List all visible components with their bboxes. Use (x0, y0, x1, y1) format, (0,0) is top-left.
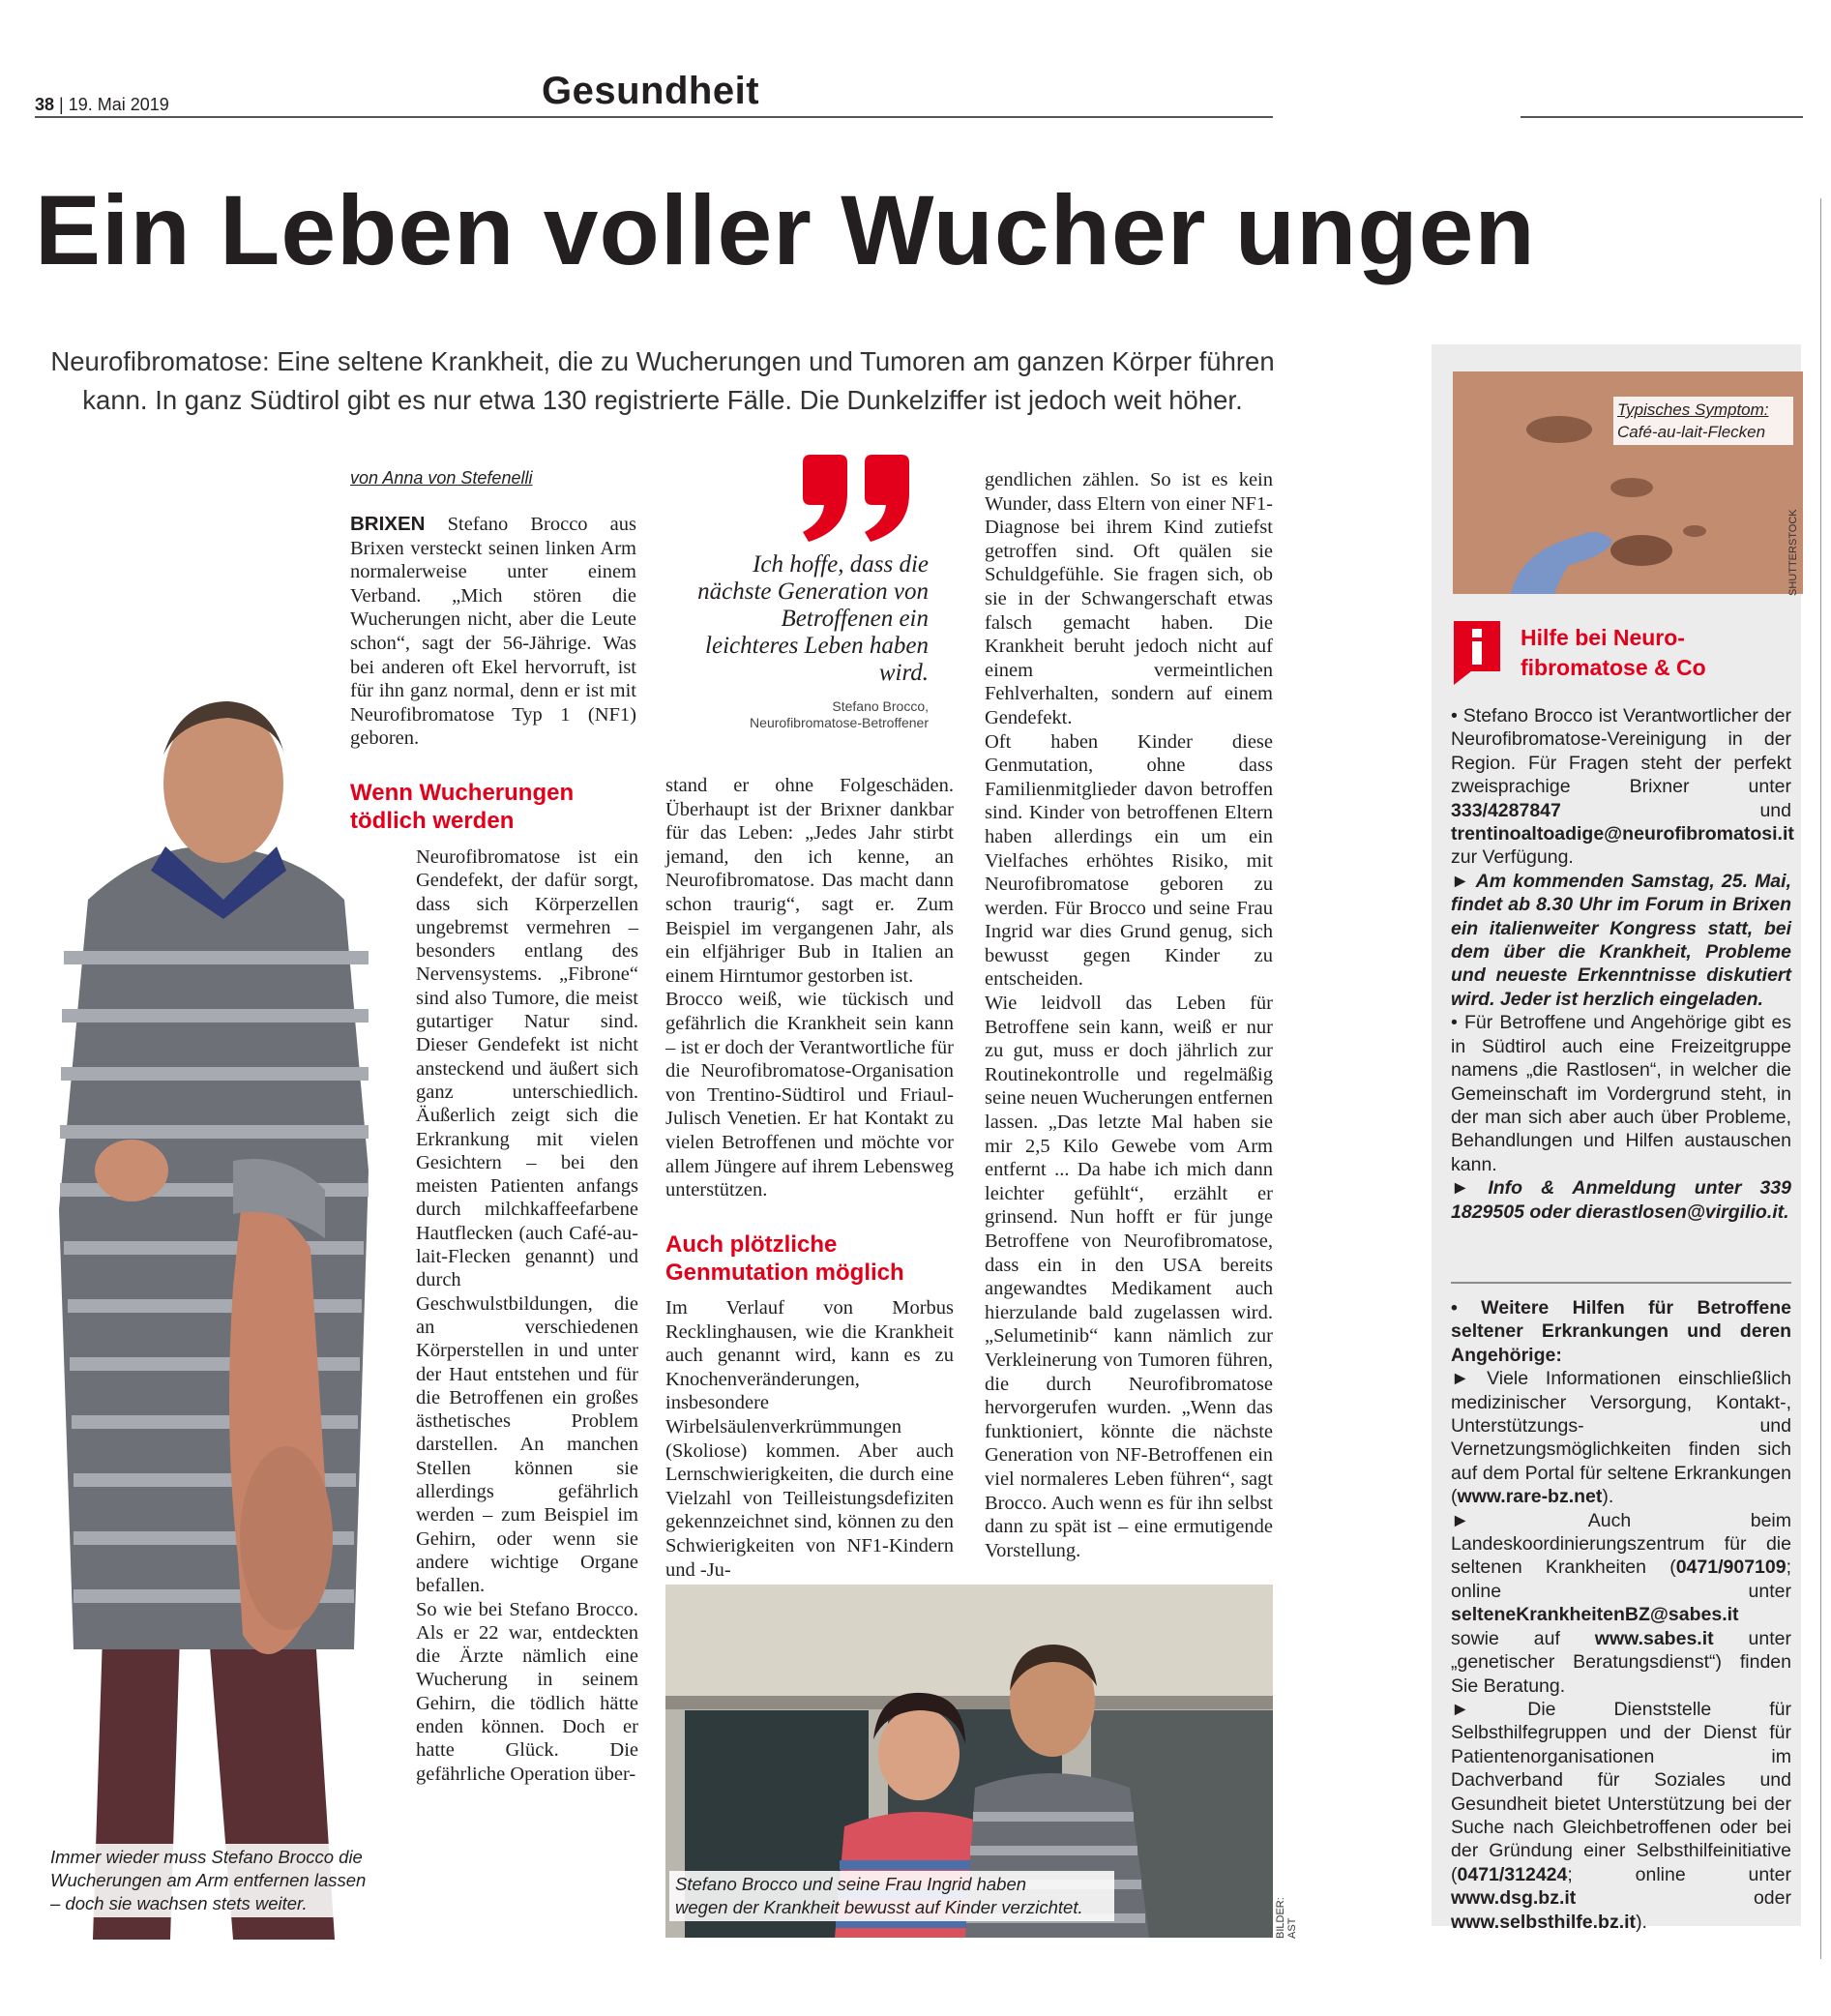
issue-date: 19. Mai 2019 (68, 95, 169, 114)
column-2-top (665, 774, 954, 1202)
pull-quote: Ich hoffe, dass die nächste Generation von Betroffenen ein leichteres Leben haben wird. (697, 551, 929, 686)
quote-mark-icon (795, 455, 921, 548)
next-page-edge (1820, 198, 1831, 1959)
byline: von Anna von Stefenelli (350, 468, 533, 488)
infobox-divider (1451, 1282, 1791, 1284)
infobox-text-top (1451, 704, 1794, 1224)
infobox-paragraph-3: • Für Betroffene und Angehörige gibt es in Südtirol auch eine Freizeitgruppe namens „die Rastlosen“, in welcher die Gemeinschaft im Vordergrund steht, in der man sich aber auch über Probleme, Behandlungen und Hilfen austauschen kann. (1451, 1012, 1791, 1175)
page-number: 38 (35, 95, 55, 114)
couple-photo-caption: Stefano Brocco und seine Frau Ingrid haben wegen der Krankheit bewusst auf Kinder verzichtet. (669, 1871, 1114, 1921)
col2-paragraph-1: stand er ohne Folgeschäden. Überhaupt ist der Brixner dankbar für das Leben: „Jedes Jahr stirbt jemand, den ich kenne, an Neurofibromatose. Das macht dann schon traurig“, sagt er. Zum Beispiel im vergangenen Jahr, als ein elfjähriger Bub in Italien an einem Hirntumor gestorben ist. (665, 775, 954, 987)
infobox-title: Hilfe bei Neuro- fibromatose & Co (1521, 625, 1706, 680)
col2-paragraph-2: Brocco weiß, wie tückisch und gefährlich die Krankheit sein kann – ist er doch der Verantwortliche für die Neurofibromatose-Organisation von Trentino-Südtirol und Friaul-Julisch Venetien. Er hat Kontakt zu vielen Betroffenen und möchte vor allem Jüngere auf ihrem Lebensweg unterstützen. (665, 989, 954, 1201)
column-1-intro: BRIXEN Stefano Brocco aus Brixen versteckt seinen linken Arm normalerweise unter einem Verband. „Mich stören die Wucherungen nicht, aber die Leute schon“, sagt der 56-Jährige. Was bei anderen oft Ekel hervorruft, ist für ihn ganz normal, denn er ist mit Neurofibromatose Typ 1 (NF1) geboren. (350, 513, 636, 750)
lead-paragraph: Neurofibromatose: Eine seltene Krankheit, die zu Wucherungen und Tumoren am ganzen Körper führen kann. In ganz Südtirol gibt es nur etwa 130 registrierte Fälle. Die Dunkelziffer ist jedoch weit höher. (50, 346, 1275, 415)
main-photo-caption: Immer wieder muss Stefano Brocco die Wucherungen am Arm entfernen lassen – doch sie wachsen stets weiter. (44, 1844, 383, 1917)
column-1-body (416, 845, 638, 1786)
infobox-email-1: trentinoaltoadige@neurofibromatosi.it (1451, 823, 1794, 845)
infobox-text-bottom (1451, 1296, 1791, 1934)
infobox-paragraph-8: ► Die Dienststelle für Selbsthilfegruppen und der Dienst für Patientenorganisationen im Dachverband für Soziales und Gesundheit bietet Unterstützung bei der Suche nach Gleichbetroffenen oder bei der Gründung einer Selbsthilfeinitiative (0471/312424; online unter www.dsg.bz.it oder www.selbsthilfe.bz.it). (1451, 1698, 1791, 1933)
infobox-phone-3: 0471/312424 (1457, 1863, 1568, 1885)
quote-author: Stefano Brocco, Neurofibromatose-Betroffener (750, 698, 929, 730)
infobox-paragraph-4: ► Info & Anmeldung unter 339 1829505 oder dierastlosen@virgilio.it. (1451, 1177, 1791, 1223)
subhead-2: Auch plötzliche Genmutation möglich (665, 1231, 904, 1286)
subhead-1: Wenn Wucherungen tödlich werden (350, 780, 575, 834)
infobox-email-2: selteneKrankheitenBZ@sabes.it (1451, 1604, 1739, 1626)
col3-paragraph-2: Oft haben Kinder diese Genmutation, ohne dass Familienmitglieder davon betroffen sind. Kinder von betroffenen Eltern haben allerdings ein um ein Vielfaches erhöhtes Risiko, mit Neurofibromatose geboren zu werden. Für Brocco und seine Frau Ingrid war dies Grund genug, sich bewusst gegen Kinder zu entscheiden. (985, 730, 1273, 991)
infobox-photo-caption: Typisches Symptom: Café-au-lait-Flecken (1613, 397, 1793, 445)
col3-paragraph-1: gendlichen zählen. So ist es kein Wunder, dass Eltern von einer NF1-Diagnose bei ihrem Kind zutiefst getroffen sind. Oft quälen sie Schuldgefühle. Sie fragen sich, ob sie in der Schwangerschaft etwas falsch gemacht haben. Die Krankheit beruht jedoch nicht auf einem vermeintlichen Fehlverhalten, sondern auf einem Gendefekt. (985, 469, 1273, 728)
column-2-bottom (665, 1296, 954, 1582)
col1-paragraph-1: Neurofibromatose ist ein Gendefekt, der dafür sorgt, dass sich Körperzellen ungebremst vermehren – besonders entlang des Nervensystems. „Fibrone“ sind also Tumore, die meist gutartiger Natur sind. Dieser Gendefekt ist nicht ansteckend und äußert sich ganz unterschiedlich. Äußerlich zeigt sich die Erkrankung mit vielen Gesichtern – bei den meisten Patienten anfangs durch milchkaffeefarbene Hautflecken (auch Café-au-lait-Flecken genannt) und durch Geschwulstbildungen, die an verschiedenen Körperstellen in und unter der Haut entstehen und für die Betroffenen ein großes ästhetisches Problem darstellen. An manchen Stellen können sie allerdings gefährlich werden – zum Beispiel im Gehirn, oder wenn sie andere wichtige Organe befallen. (416, 846, 638, 1597)
infobox-paragraph-1: • Stefano Brocco ist Verantwortlicher der Neurofibromatose-Vereinigung in der Region. Für Fragen steht der perfekt zweisprachige Brixner unter 333/4287847 und trentinoaltoadige@neurofibromatosi.it zur Verfügung. (1451, 705, 1794, 869)
infobox-phone-2: 0471/907109 (1675, 1556, 1787, 1579)
col1-paragraph-2: So wie bei Stefano Brocco. Als er 22 war, entdeckten die Ärzte nämlich eine Wucherung in seinem Gehirn, die tödlich hätte enden können. Doch er hatte Glück. Die gefährliche Operation über- (416, 1598, 638, 1785)
infobox-link-rare: www.rare-bz.net (1457, 1486, 1603, 1508)
headline: Ein Leben voller Wucher ungen (35, 175, 1536, 285)
infobox-paragraph-6: ► Viele Informationen einschließlich medizinischer Versorgung, Kontakt-, Unterstützungs- und Vernetzungsmöglichkeiten finden sich auf dem Portal für seltene Erkrankungen (www.rare-bz.net). (1451, 1368, 1791, 1508)
header-rule-left (35, 116, 1273, 118)
infobox-link-selbsthilfe: www.selbsthilfe.bz.it (1451, 1911, 1637, 1933)
col3-paragraph-3: Wie leidvoll das Leben für Betroffene sein kann, weiß er nur zu gut, muss er doch jährlich zur Routinekontrolle und regelmäßig seine neuen Wucherungen entfernen lassen. „Das letzte Mal haben sie mir 2,5 Kilo Gewebe vom Arm entfernt ... Da habe ich mich dann leichter gefühlt“, erzählt er grinsend. Nun hofft er für junge Betroffene von Neurofibromatose, dass ein in den USA bereits angewandtes Medikament auch hierzulande bald zugelassen wird. „Selumetinib“ kann nämlich zur Verkleinerung von Tumoren führen, die durch Neurofibromatose hervorgerufen wurden. „Wenn das funktioniert, könnte die nächste Generation von NF-Betroffenen ein viel normaleres Leben führen“, sagt Brocco. Auch wenn es für ihn selbst dann zu spät ist – eine ermutigende Vorstellung. (985, 993, 1273, 1561)
column-3 (985, 468, 1273, 1562)
infobox-paragraph-5: • Weitere Hilfen für Betroffene seltener Erkrankungen und deren Angehörige: (1451, 1297, 1791, 1366)
infobox-phone-1: 333/4287847 (1451, 799, 1561, 821)
page-number-date: 38 | 19. Mai 2019 (35, 95, 169, 114)
infobox-photo-credit: SHUTTERSTOCK (1787, 509, 1799, 596)
section-title: Gesundheit (542, 70, 760, 112)
info-icon (1454, 621, 1500, 690)
col2-paragraph-3: Im Verlauf von Morbus Recklinghausen, wie die Krankheit auch genannt wird, kann es zu Knochenveränderungen, insbesondere Wirbelsäulenverkrümmungen (Skoliose) kommen. Aber auch Lernschwierigkeiten, die durch eine Vielzahl von Teilleistungsdefiziten gekennzeichnet sind, können zu den Schwierigkeiten von NF1-Kindern und -Ju- (665, 1297, 954, 1581)
infobox-paragraph-2: ► Am kommenden Samstag, 25. Mai, findet ab 8.30 Uhr im Forum in Brixen ein italienweiter Kongress statt, bei dem über die Krankheit, Probleme und neueste Erkenntnisse diskutiert wird. Jeder ist herzlich eingeladen. (1451, 870, 1791, 1010)
dateline: BRIXEN (350, 513, 426, 535)
couple-photo-credit: BILDER: AST (1275, 1897, 1298, 1939)
infobox-link-dsg: www.dsg.bz.it (1451, 1887, 1577, 1910)
infobox-link-sabes: www.sabes.it (1594, 1627, 1714, 1649)
main-photo (35, 609, 395, 1940)
infobox-paragraph-7: ► Auch beim Landeskoordinierungszentrum für die seltenen Krankheiten (0471/907109; online unter selteneKrankheitenBZ@sabes.it sowie auf www.sabes.it unter „genetischer Beratungsdienst“) finden Sie Beratung. (1451, 1509, 1791, 1697)
header-rule-right (1521, 116, 1803, 118)
